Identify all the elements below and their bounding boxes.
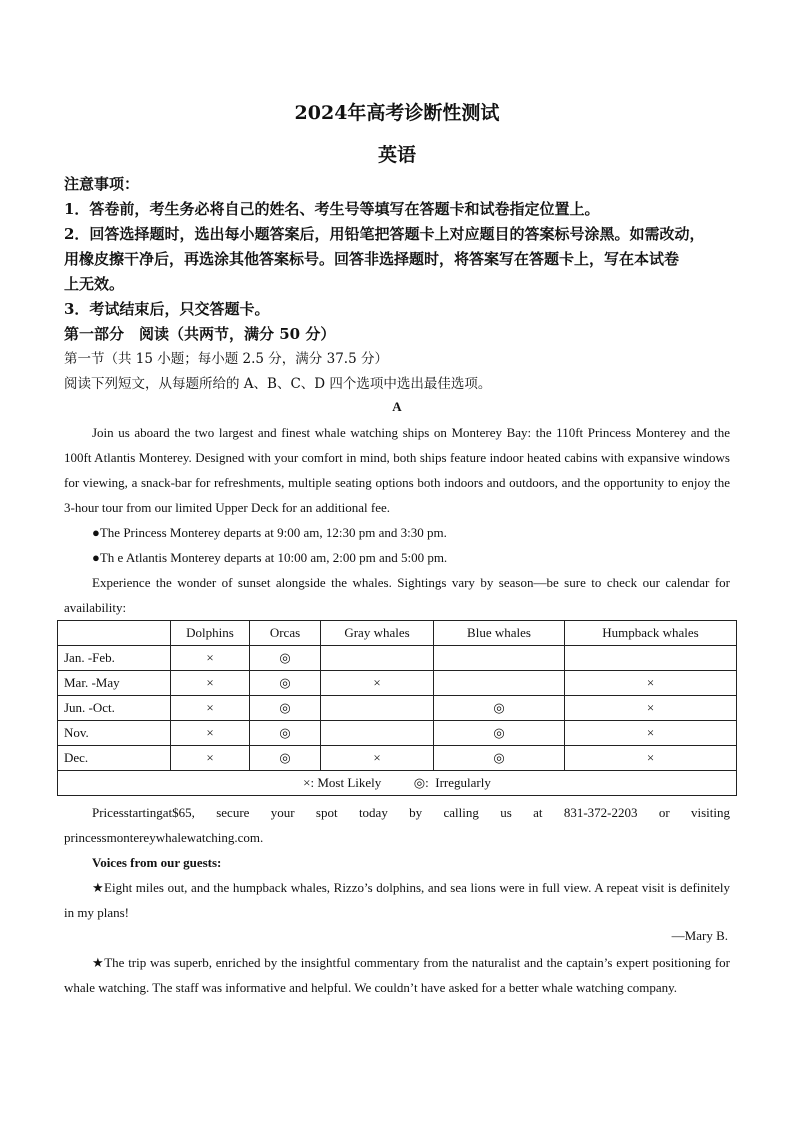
table-row [58, 646, 737, 671]
table-cell: × [565, 696, 737, 721]
table-cell [565, 646, 737, 671]
table-cell: ◎ [434, 721, 565, 746]
sunset-paragraph: Experience the wonder of sunset alongside the whales. Sightings vary by season—be sure to check our calendar for availability: [64, 575, 730, 615]
reading-instruction: 阅读下列短文，从每题所给的 A、B、C、D 四个选项中选出最佳选项。 [64, 376, 492, 392]
table-cell: Nov. [58, 721, 171, 746]
notice-item-1: 1．答卷前，考生务必将自己的姓名、考生号等填写在答题卡和试卷指定位置上。 [64, 200, 600, 218]
table-header-cell [58, 621, 171, 646]
table-cell [434, 646, 565, 671]
table-cell: Jan. -Feb. [58, 646, 171, 671]
table-row [58, 746, 737, 771]
table-header-row [58, 621, 737, 646]
table-cell [321, 696, 434, 721]
guest-review-2: ★The trip was superb, enriched by the insightful commentary from the naturalist and the captain’s expert positioning for whale watching. The staff was informative and helpful. We couldn’t have asked for a better whale watching company. [64, 955, 730, 995]
notice-heading: 注意事项： [64, 175, 140, 193]
table-row [58, 721, 737, 746]
table-cell: ◎ [434, 746, 565, 771]
table-header-cell: Blue whales [434, 621, 565, 646]
table-row [58, 696, 737, 721]
guest-review-1-author: —Mary B. [671, 928, 728, 943]
table-header-cell: Orcas [250, 621, 321, 646]
guest-review-1: ★Eight miles out, and the humpback whales, Rizzo’s dolphins, and sea lions were in full view. A repeat visit is definitely in my plans! [64, 880, 730, 920]
schedule-princess: ●The Princess Monterey departs at 9:00 am, 12:30 pm and 3:30 pm. [92, 525, 447, 540]
table-cell: × [171, 721, 250, 746]
table-cell: × [321, 746, 434, 771]
voices-heading: Voices from our guests: [92, 855, 222, 870]
section1-heading: 第一节（共 15 小题；每小题 2.5 分，满分 37.5 分） [64, 351, 388, 367]
passage-intro: Join us aboard the two largest and finest whale watching ships on Monterey Bay: the 110ft Princess Monterey and the 100ft Atlantis Monterey. Designed with your comfort in mind, both ships feature indoor heated cabins with expansive windows for viewing, a snack-bar for refreshments, multiple seating options both indoors and outdoors, and the opportunity to enjoy the 3-hour tour from our limited Upper Deck for an additional fee. [64, 425, 730, 515]
table-cell: × [171, 646, 250, 671]
table-cell [434, 671, 565, 696]
subject-title: 英语 [377, 144, 416, 166]
table-cell: ◎ [434, 696, 565, 721]
passage-label: A [392, 399, 402, 414]
table-cell: ◎ [250, 721, 321, 746]
table-cell: ◎ [250, 646, 321, 671]
table-header-cell: Dolphins [171, 621, 250, 646]
exam-title: 2024年高考诊断性测试 [294, 102, 500, 124]
table-cell [321, 721, 434, 746]
table-cell: Dec. [58, 746, 171, 771]
notice-item-3: 3．考试结束后，只交答题卡。 [64, 300, 270, 318]
table-cell: × [171, 746, 250, 771]
table-row [58, 671, 737, 696]
table-cell: × [565, 721, 737, 746]
table-cell: ◎ [250, 746, 321, 771]
schedule-atlantis: ●Th e Atlantis Monterey departs at 10:00 am, 2:00 pm and 5:00 pm. [92, 550, 448, 565]
notice-item-2-line-1: 2．回答选择题时，选出每小题答案后，用铅笔把答题卡上对应题目的答案标号涂黑。如需改动， [64, 225, 705, 243]
table-cell: Jun. -Oct. [58, 696, 171, 721]
table-legend-row [58, 771, 737, 796]
table-header-cell: Humpback whales [565, 621, 737, 646]
table-cell: × [321, 671, 434, 696]
notice-item-2-line-3: 上无效。 [64, 275, 125, 293]
table-cell: ◎ [250, 696, 321, 721]
table-cell: ◎ [250, 671, 321, 696]
table-cell [321, 646, 434, 671]
price-paragraph: Pricesstartingat$65, secure your spot today by calling us at 831-372-2203 or visiting princessmontereywhalewatching.com. [64, 805, 730, 845]
notice-item-2-line-2: 用橡皮擦干净后，再选涂其他答案标号。回答非选择题时，将答案写在答题卡上，写在本试卷 [64, 250, 680, 268]
table-cell: × [171, 671, 250, 696]
part1-heading: 第一部分 阅读（共两节，满分 50 分） [64, 325, 336, 343]
table-legend: ×: Most Likely ◎: Irregularly [58, 771, 737, 796]
table-cell: × [565, 671, 737, 696]
table-cell: Mar. -May [58, 671, 171, 696]
table-header-cell: Gray whales [321, 621, 434, 646]
sightings-table [57, 620, 737, 796]
table-cell: × [565, 746, 737, 771]
table-cell: × [171, 696, 250, 721]
